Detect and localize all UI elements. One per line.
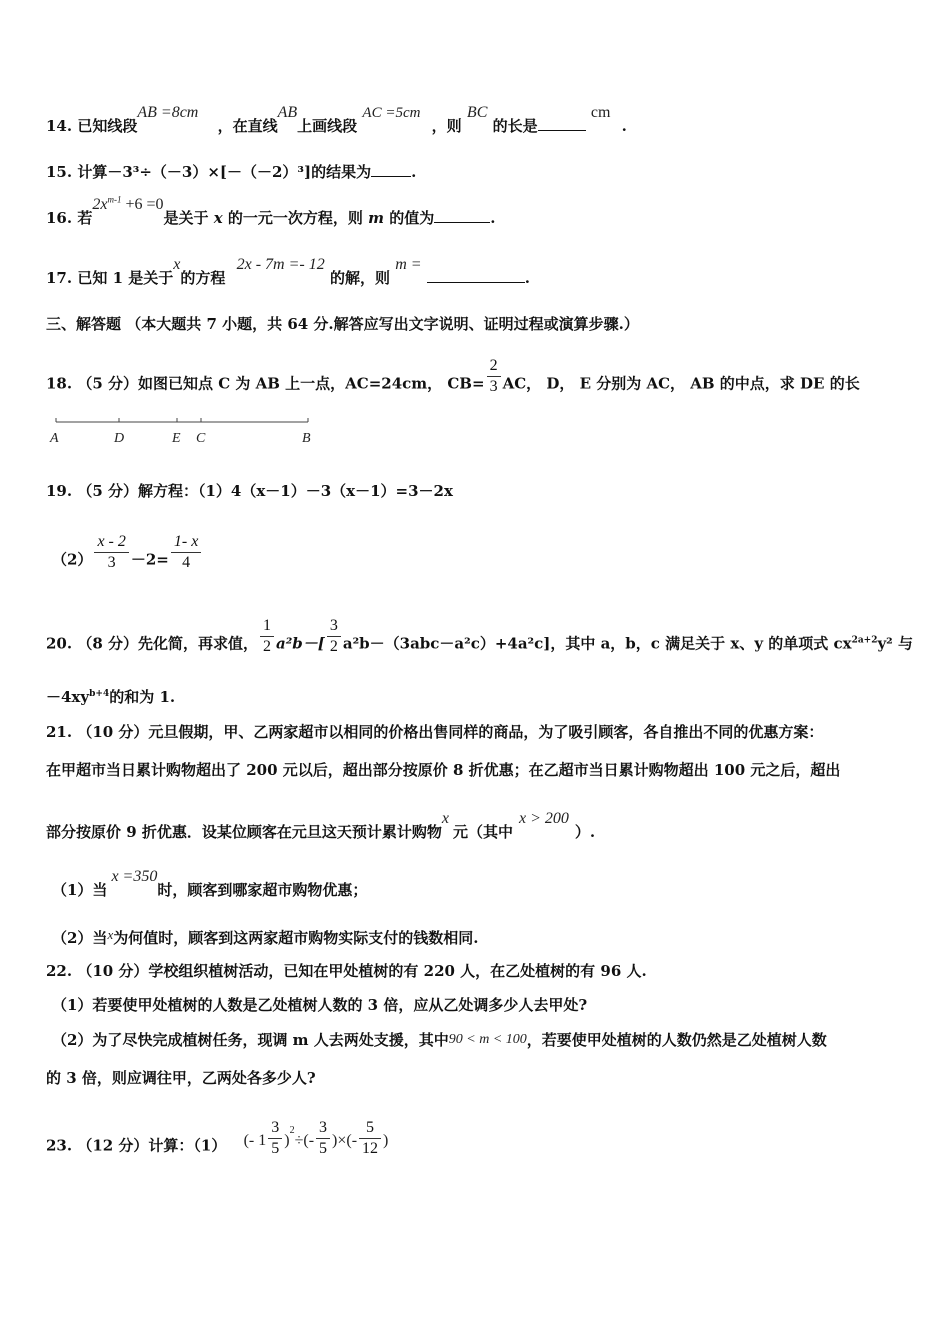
- question-15: 15. 计算－3³÷（－3）×[－（－2）³]的结果为 .: [46, 163, 417, 181]
- question-14: 14. 已知线段AB =8cm ，在直线AB上画线段 AC =5cm ，则 BC 的长是 cm .: [46, 104, 627, 135]
- answer-blank: [427, 268, 525, 283]
- question-21-part-1: （1）当x =350时，顾客到哪家超市购物优惠；: [52, 868, 368, 899]
- segment-diagram: [46, 414, 326, 450]
- question-22-line-1: 22. （10 分）学校组织植树活动，已知在甲处植树的有 220 人，在乙处植树的有 96 人.: [46, 962, 647, 980]
- section-3-heading: 三、解答题 （本大题共 7 小题，共 64 分.解答应写出文字说明、证明过程或演算步骤.）: [46, 315, 639, 333]
- question-21-part-2: （2）当x为何值时，顾客到这两家超市购物实际支付的钱数相同.: [52, 927, 479, 947]
- label-b: B: [302, 431, 311, 446]
- fraction-3-2: $\frac{3}{2}$: [327, 616, 341, 657]
- label-d: D: [114, 431, 125, 446]
- fraction-1-x-over-4: $\frac{1- x}{4}$: [171, 532, 201, 573]
- question-22-part-2: （2）为了尽快完成植树任务，现调 m 人去两处支援，其中90 < m < 100，若要使甲处植树的人数仍然是乙处植树人数: [52, 1031, 827, 1049]
- question-20-line-2: $-4xy^{b+4}$的和为 1.: [46, 688, 176, 706]
- question-22-line-4: 的 3 倍，则应调往甲，乙两处各多少人?: [46, 1069, 316, 1087]
- answer-blank: [538, 116, 586, 131]
- fraction-3-5: $\frac{3}{5}$: [268, 1118, 282, 1159]
- fraction-2-3: $\frac{2}{3}$: [487, 356, 501, 397]
- question-20: 20. （8 分）先化简，再求值， $\frac{1}{2}$ a²b－[ $\frac{3}{2}$ a²b－（3abc－a²c）+4a²c]，其中 a，b，c 满足关于 x、y 的单项式 $cx^{2a+2}y^2$ 与: [46, 617, 913, 655]
- question-19-part-2: （2） $\frac{x - 2}{3}$ －2= $\frac{1- x}{4}$: [52, 540, 910, 581]
- label-e: E: [172, 431, 181, 446]
- question-21-line-3: 部分按原价 9 折优惠．设某位顾客在元旦这天预计累计购物x元（其中x > 200）.: [46, 810, 596, 841]
- fraction-3-5-b: $\frac{3}{5}$: [316, 1118, 330, 1159]
- question-16: 16. 若$2x^{m-1} +6 =0$是关于 x 的一元一次方程，则 m 的值为 .: [46, 194, 496, 227]
- question-21-line-2: 在甲超市当日累计购物超出了 200 元以后，超出部分按原价 8 折优惠；在乙超市当日累计购物超出 100 元之后，超出: [46, 761, 841, 779]
- question-19: 19. （5 分）解方程：（1）4（x－1）－3（x－1）=3－2x: [46, 482, 453, 500]
- question-23: 23. （12 分）计算：（1） (- 1 $\frac{3}{5}$ )$^2$÷(- $\frac{3}{5}$ )×(- $\frac{5}{12}$ ): [46, 1119, 389, 1157]
- fraction-x-2-over-3: $\frac{x - 2}{3}$: [94, 532, 128, 573]
- q14-number: 14.: [46, 117, 73, 135]
- fraction-5-12: $\frac{5}{12}$: [359, 1118, 381, 1159]
- q14-math-ab: AB =8cm: [137, 104, 199, 121]
- label-c: C: [196, 431, 206, 446]
- label-a: A: [50, 431, 59, 446]
- fraction-1-2: $\frac{1}{2}$: [260, 616, 274, 657]
- question-17: 17. 已知 1 是关于x的方程 2x - 7m =- 12 的解，则 m = .: [46, 256, 531, 287]
- question-22-part-1: （1）若要使甲处植树的人数是乙处植树人数的 3 倍，应从乙处调多少人去甲处?: [52, 996, 588, 1014]
- answer-blank: [434, 208, 490, 223]
- answer-blank: [371, 162, 411, 177]
- question-21-line-1: 21. （10 分）元旦假期，甲、乙两家超市以相同的价格出售同样的商品，为了吸引顾客，各自推出不同的优惠方案：: [46, 723, 824, 741]
- question-18: 18. （5 分）如图已知点 C 为 AB 上一点，AC=24cm， CB= $\frac{2}{3}$ AC， D， E 分别为 AC， AB 的中点，求 DE 的长: [46, 357, 860, 395]
